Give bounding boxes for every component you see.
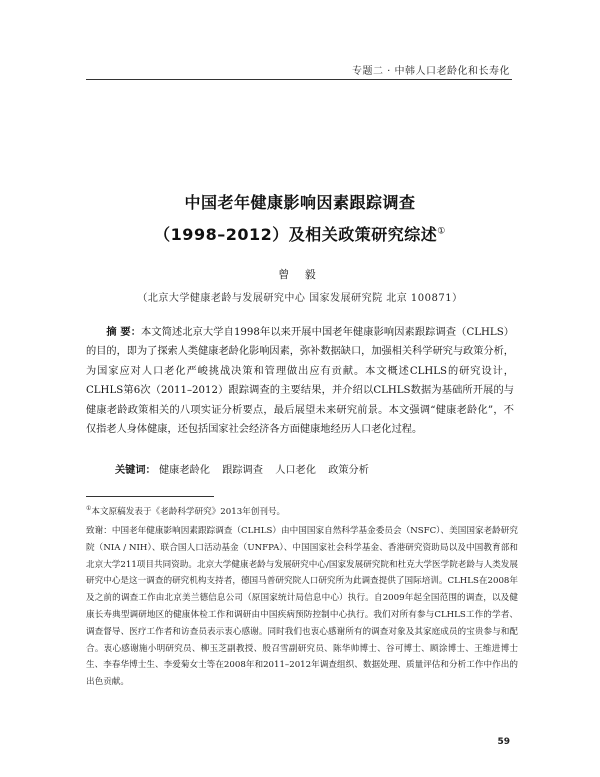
abstract-label: 摘 要：: [106, 327, 142, 338]
keywords-label: 关键词：: [115, 465, 156, 476]
footnote-mark: ①: [86, 505, 92, 513]
keyword: 健康老龄化: [159, 465, 210, 476]
keyword: 跟踪调查: [222, 465, 263, 476]
abstract-text: 本文简述北京大学自1998年以来开展中国老年健康影响因素跟踪调查（CLHLS）的目的，即为了探索人类健康老龄化影响因素，弥补数据缺口，加强相关科学研究与政策分析，为国家应对人口老化严峻挑战决策和管理做出应有贡献。本文概述CLHLS的研究设计，CLHLS第6次（2011–2012）跟踪调查的主要结果，并介绍以CLHLS数据为基础所开展的与健康老龄政策相关的八项实证分析要点，最后展望未来研究前景。本文强调“健康老龄化”，不仅指老人身体健康，还包括国家社会经济各方面健康地经历人口老化过程。: [86, 327, 514, 436]
footnote-1-text: 本文原稿发表于《老龄科学研究》2013年创刊号。: [91, 507, 286, 517]
title-footnote-mark: ①: [437, 226, 446, 237]
header-rule: [86, 79, 512, 80]
keyword: 人口老化: [275, 465, 316, 476]
footnote-1: [86, 505, 285, 517]
article-title-line2: [0, 222, 600, 245]
running-header: 专题二 · 中韩人口老龄化和长寿化: [351, 66, 510, 77]
article-title-line1: 中国老年健康影响因素跟踪调查: [184, 193, 416, 212]
footnote-rule: [86, 496, 214, 497]
abstract: [86, 323, 514, 439]
keywords: [115, 461, 378, 476]
title-line2-text: （1998–2012）及相关政策研究综述: [154, 225, 438, 244]
author-affiliation: （北京大学健康老龄与发展研究中心 国家发展研究院 北京 100871）: [137, 293, 463, 304]
acknowledgement-note: 致谢：中国老年健康影响因素跟踪调查（CLHLS）由中国国家自然科学基金委员会（NSFC）、美国国家老龄研究院（NIA / NIH）、联合国人口活动基金（UNFPA）、中国国家社会科学基金、香港研究资助局以及中国教育部和北京大学211项目共同资助。北京大学健康老龄与发展研究中心/国家发展研究院和杜克大学医学院老龄与人类发展研究中心是这一调查的研究机构支持者，德国马普研究院人口研究所为此调查提供了国际培训。CLHLS在2008年及之前的调查工作由北京美兰德信息公司（原国家统计局信息中心）执行。自2009年起全国范围的调查，以及健康长寿典型调研地区的健康体检工作和调研由中国疾病预防控制中心执行。我们对所有参与CLHLS工作的学者、调查督导、医疗工作者和访查员表示衷心感谢。同时我们也衷心感谢所有的调查对象及其家庭成员的宝贵参与和配合。衷心感谢施小明研究员、柳玉芝副教授、殷召雪副研究员、陈华帅博士、谷可博士、顾涂博士、王维进博士生、李春华博士生、李爱菊女士等在2008年和2011–2012年调查组织、数据处理、质量评估和分析工作中作出的出色贡献。: [86, 526, 518, 688]
page-number: 59: [497, 737, 510, 747]
author-name: 曾 毅: [278, 268, 322, 281]
keyword: 政策分析: [328, 465, 369, 476]
